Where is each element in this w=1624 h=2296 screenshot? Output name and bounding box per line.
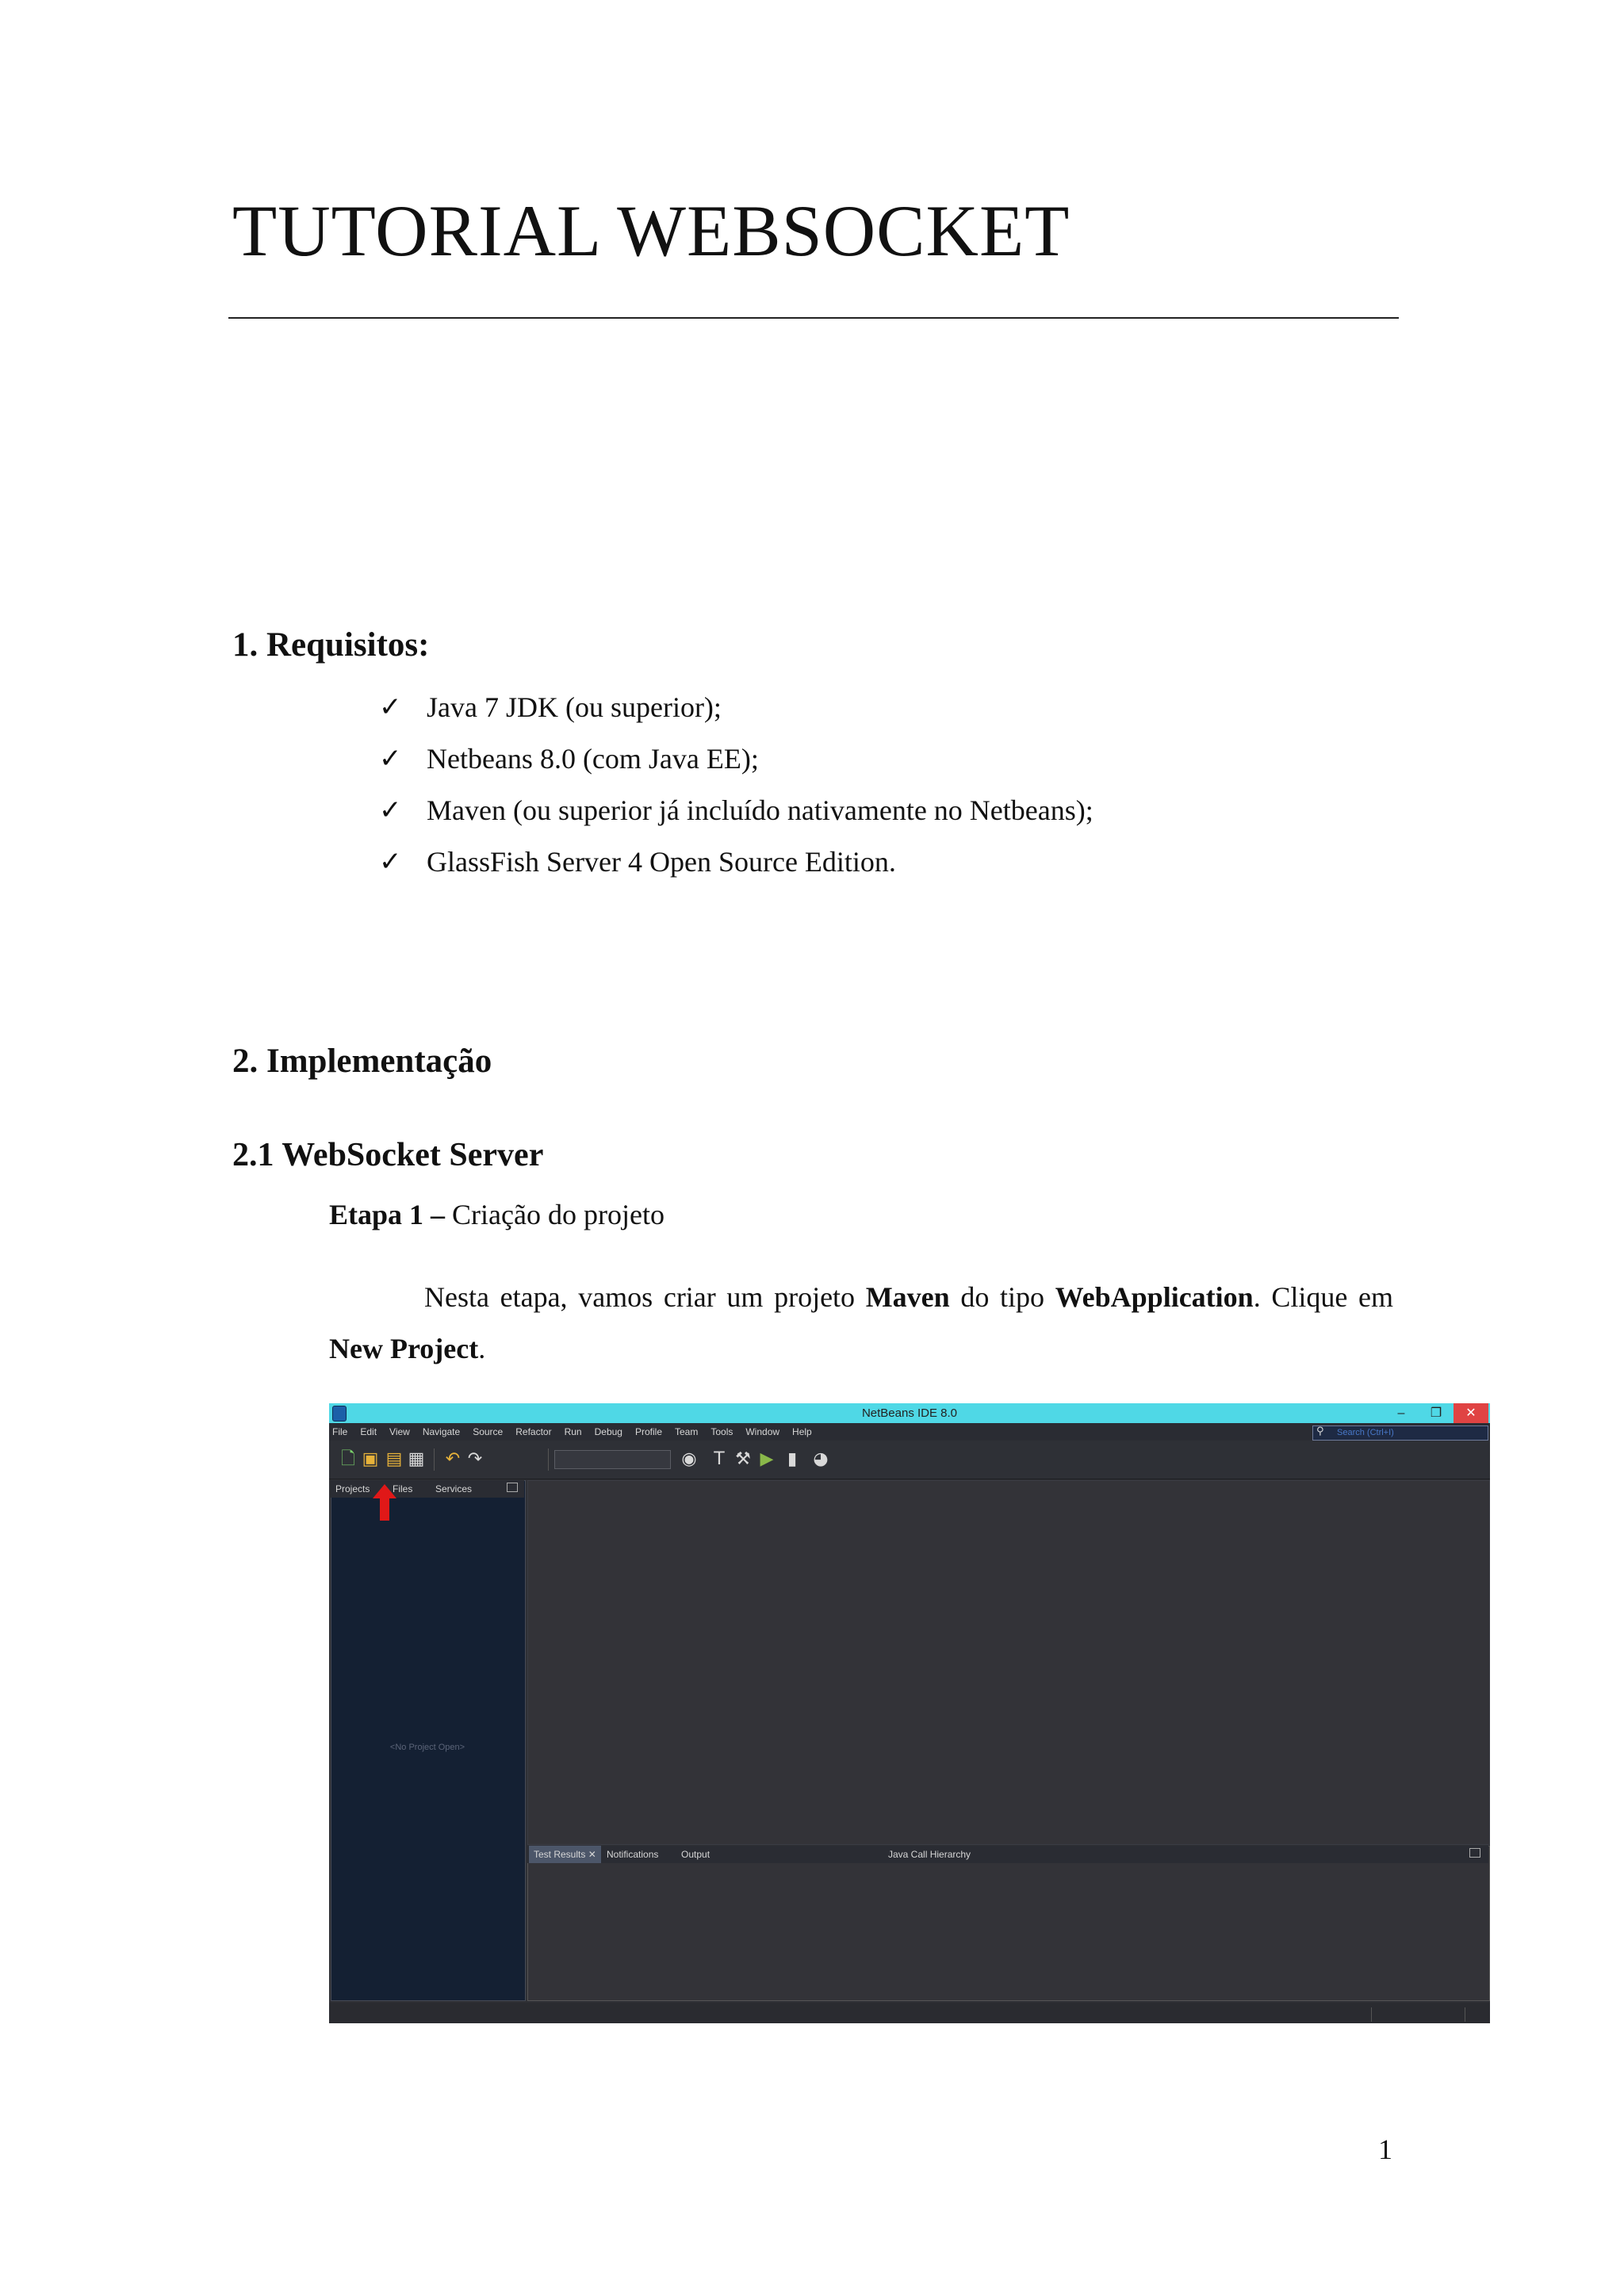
menu-view[interactable]: View xyxy=(389,1426,410,1437)
section2-heading: 2. Implementação xyxy=(232,1043,492,1080)
tab-notifications[interactable]: Notifications xyxy=(607,1849,659,1860)
redo-icon[interactable]: ↷ xyxy=(467,1449,483,1469)
run-icon[interactable]: ▶ xyxy=(760,1449,774,1469)
menu-tools[interactable]: Tools xyxy=(710,1426,733,1437)
menu-profile[interactable]: Profile xyxy=(634,1426,662,1437)
clean-build-icon[interactable]: ⚒ xyxy=(735,1449,751,1469)
undo-icon[interactable]: ↶ xyxy=(445,1449,461,1469)
no-project-label: <No Project Open> xyxy=(389,1743,465,1752)
subsection-heading: 2.1 WebSocket Server xyxy=(232,1137,544,1173)
menu-navigate[interactable]: Navigate xyxy=(422,1426,461,1437)
close-icon[interactable]: ✕ xyxy=(588,1849,596,1860)
list-item xyxy=(379,791,1094,843)
paragraph-text: Nesta etapa, vamos criar um projeto xyxy=(424,1281,866,1313)
toolbar-separator xyxy=(548,1448,549,1471)
tab-test-results[interactable] xyxy=(529,1846,601,1863)
new-project-icon[interactable]: ▣ xyxy=(362,1449,379,1469)
title-rule xyxy=(228,317,1399,319)
red-arrow-icon xyxy=(373,1484,396,1521)
save-all-icon[interactable]: ▦ xyxy=(408,1449,425,1469)
minimize-output-icon[interactable] xyxy=(1469,1848,1480,1858)
step-text: Criação do projeto xyxy=(445,1199,665,1230)
tab-projects[interactable]: Projects xyxy=(335,1483,370,1494)
menu-debug[interactable]: Debug xyxy=(594,1426,622,1437)
output-tabbar xyxy=(527,1846,1488,1863)
list-item xyxy=(379,688,1094,740)
minimize-button[interactable]: – xyxy=(1397,1406,1405,1420)
paragraph-text: . xyxy=(478,1333,486,1364)
tab-label: Test Results xyxy=(534,1849,586,1860)
list-item xyxy=(379,843,1094,894)
open-project-icon[interactable]: ▤ xyxy=(385,1449,403,1469)
search-placeholder: Search (Ctrl+I) xyxy=(1337,1428,1394,1437)
menu-team[interactable]: Team xyxy=(675,1426,699,1437)
section1-heading: 1. Requisitos: xyxy=(232,626,430,664)
restore-button[interactable]: ❐ xyxy=(1430,1406,1442,1420)
tab-output[interactable]: Output xyxy=(681,1849,710,1860)
requirement-text: Netbeans 8.0 (com Java EE); xyxy=(427,743,759,775)
tab-services[interactable]: Services xyxy=(435,1483,473,1494)
toolbar-separator xyxy=(434,1448,435,1471)
page-number: 1 xyxy=(1378,2133,1392,2165)
output-panel xyxy=(527,1846,1490,2001)
tab-java-call-hierarchy[interactable]: Java Call Hierarchy xyxy=(888,1849,971,1860)
menu xyxy=(332,1423,825,1441)
close-button[interactable]: ✕ xyxy=(1454,1403,1488,1423)
status-bar xyxy=(329,2003,1490,2023)
step-paragraph xyxy=(329,1272,1393,1375)
build-hammer-icon[interactable]: T xyxy=(714,1449,725,1469)
requirements-list xyxy=(379,688,1094,894)
menu-run[interactable]: Run xyxy=(564,1426,582,1437)
configuration-select[interactable] xyxy=(554,1450,671,1469)
list-item xyxy=(379,740,1094,791)
checkmark-icon: ✓ xyxy=(379,691,402,723)
paragraph-bold: New Project xyxy=(329,1333,479,1364)
status-separator xyxy=(1371,2007,1372,2022)
menu-help[interactable]: Help xyxy=(792,1426,812,1437)
search-icon: ⚲ xyxy=(1316,1425,1324,1437)
paragraph-text: do tipo xyxy=(949,1281,1055,1313)
window-title: NetBeans IDE 8.0 xyxy=(861,1406,958,1420)
editor-area[interactable] xyxy=(527,1480,1490,1845)
paragraph-text: . Clique em xyxy=(1253,1281,1393,1313)
profile-icon[interactable]: ◕ xyxy=(813,1449,829,1469)
requirement-text: Maven (ou superior já incluído nativamente no Netbeans); xyxy=(427,794,1094,826)
debug-icon[interactable]: ▮ xyxy=(787,1449,798,1469)
minimize-panel-icon[interactable] xyxy=(507,1483,518,1492)
checkmark-icon: ✓ xyxy=(379,743,402,775)
paragraph-bold: WebApplication xyxy=(1055,1281,1254,1313)
menu-source[interactable]: Source xyxy=(473,1426,504,1437)
checkmark-icon: ✓ xyxy=(379,794,402,826)
requirement-text: GlassFish Server 4 Open Source Edition. xyxy=(427,846,896,878)
tab-files[interactable]: Files xyxy=(393,1483,413,1494)
ide-screenshot xyxy=(329,1403,1490,2023)
requirement-text: Java 7 JDK (ou superior); xyxy=(427,691,722,723)
projects-panel xyxy=(331,1480,526,2001)
step-label: Etapa 1 – xyxy=(329,1199,446,1230)
new-file-icon[interactable]: 🗋 xyxy=(341,1449,355,1469)
toolbar xyxy=(329,1441,1490,1479)
checkmark-icon: ✓ xyxy=(379,846,402,878)
menu-window[interactable]: Window xyxy=(745,1426,780,1437)
menu-edit[interactable]: Edit xyxy=(360,1426,377,1437)
menu-refactor[interactable]: Refactor xyxy=(515,1426,552,1437)
search-input[interactable] xyxy=(1312,1425,1488,1441)
paragraph-bold: Maven xyxy=(865,1281,950,1313)
step-line xyxy=(329,1196,665,1234)
menu-file[interactable]: File xyxy=(332,1426,348,1437)
globe-icon[interactable]: ◉ xyxy=(681,1449,697,1469)
document-title: TUTORIAL WEBSOCKET xyxy=(232,190,1071,271)
